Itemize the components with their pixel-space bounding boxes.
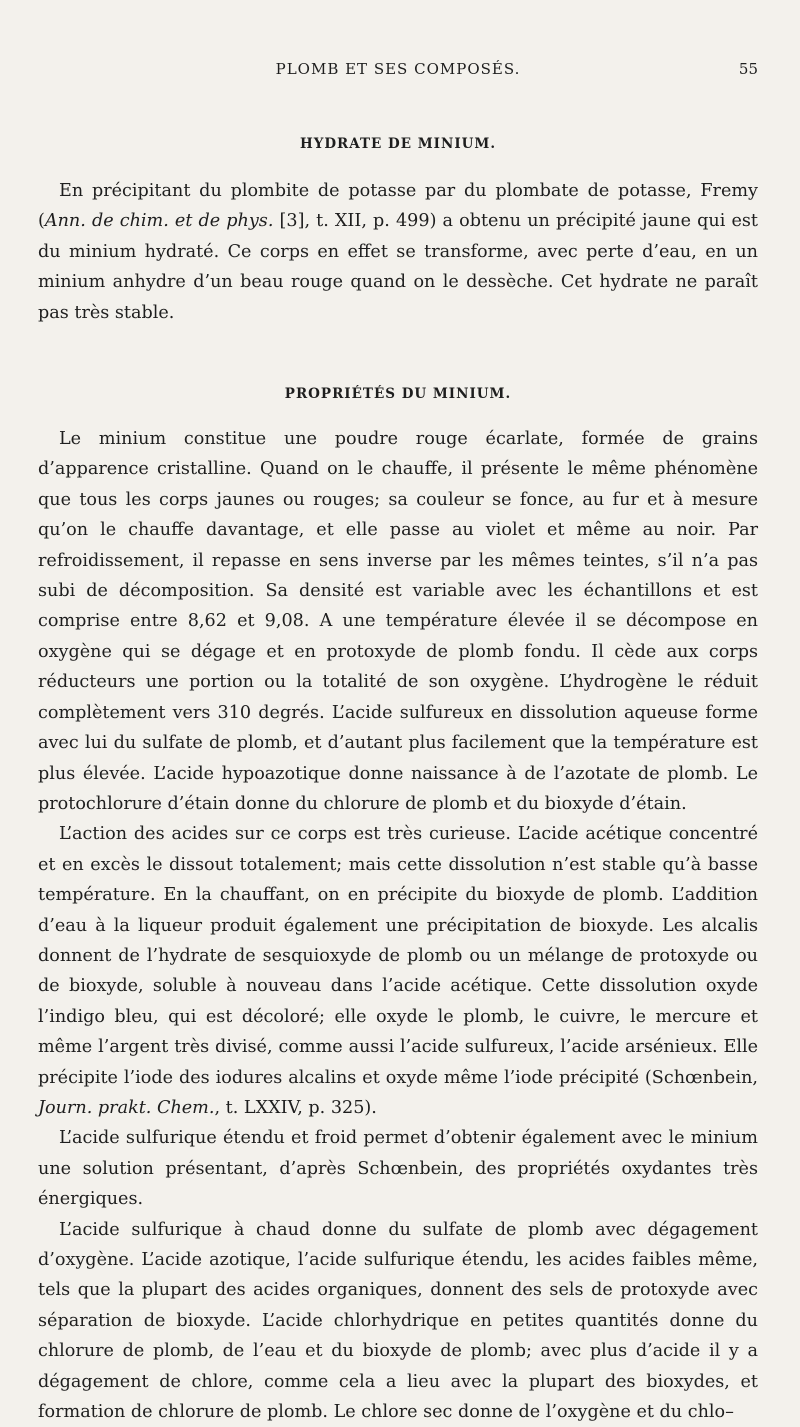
paragraph-properties-4: L’acide sulfurique à chaud donne du sulfate de plomb avec dégagement d’oxygène. L’acide azotique, l’acide sulfurique étendu, les acides faibles même, tels que la plupart des acides organiques, donnent des sels de protoxyde avec séparation de bioxyde. L’acide chlorhydrique en petites quantités donne du chlorure de plomb, de l’eau et du bioxyde de plomb; avec plus d’acide il y a dégagement de chlore, comme cela a lieu avec la plupart des bioxydes, et formation de chlorure de plomb. Le chlore sec donne de l’oxygène et du chlo–	[38, 1219, 758, 1423]
paragraph-text: En précipitant du plombite de potasse par du plombate de potasse, Fremy (	[38, 181, 758, 232]
journal-citation: Journ. prakt. Chem.	[38, 1097, 215, 1118]
section-heading-properties: PROPRIÉTÉS DU MINIUM.	[284, 386, 512, 403]
paragraph-text: L’action des acides sur ce corps est très curieuse. L’acide acétique concentré et en excès le dissout totalement; mais cette dissolution n’est stable qu’à basse température. En la chauffant, on en précipite du bioxyde de plomb. L’addition d’eau à la liqueur produit également une précipitation de bioxyde. Les alcalis donnent de l’hydrate de sesquioxyde de plomb ou un mélange de protoxyde ou de bioxyde, soluble à nouveau dans l’acide acétique. Cette dissolution oxyde l’indigo bleu, qui est décoloré; elle oxyde le plomb, le cuivre, le mercure et même l’argent très divisé, comme aussi l’acide sulfureux, l’acide arsénieux. Elle précipite l’iode des iodures alcalins et oxyde même l’iode précipité (Schœnbein,	[38, 824, 758, 1088]
paragraph-text: , t. LXXIV, p. 325).	[214, 1097, 377, 1118]
section-heading-hydrate: HYDRATE DE MINIUM.	[299, 136, 497, 152]
paragraph-properties-2	[38, 819, 758, 1123]
paragraph-hydrate	[38, 176, 758, 328]
paragraph-text: [3], t. XII, p. 499) a obtenu un précipité jaune qui est du minium hydraté. Ce corps en effet se transforme, avec perte d’eau, en un minium anhydre d’un beau rouge quand on le dessèche. Cet hydrate ne paraît pas très stable.	[38, 211, 758, 323]
journal-citation: Ann. de chim. et de phys.	[44, 211, 274, 232]
page-number: 55	[738, 60, 758, 78]
paragraph-properties-1: Le minium constitue une poudre rouge écarlate, formée de grains d’apparence cristalline. Quand on le chauffe, il présente le même phénomène que tous les corps jaunes ou rouges; sa couleur se fonce, au fur et à mesure qu’on le chauffe davantage, et elle passe au violet et même au noir. Par refroidissement, il repasse en sens inverse par les mêmes teintes, s’il n’a pas subi de décomposition. Sa densité est variable avec les échantillons et est comprise entre 8,62 et 9,08. A une température élevée il se décompose en oxygène qui se dégage et en protoxyde de plomb fondu. Il cède aux corps réducteurs une portion ou la totalité de son oxygène. L’hydrogène le réduit complètement vers 310 degrés. L’acide sulfureux en dissolution aqueuse forme avec lui du sulfate de plomb, et d’autant plus facilement que la température est plus élevée. L’acide hypoazotique donne naissance à de l’azotate de plomb. Le protochlorure d’étain donne du chlorure de plomb et du bioxyde d’étain.	[38, 429, 758, 814]
paragraph-properties-3: L’acide sulfurique étendu et froid permet d’obtenir également avec le minium une solution présentant, d’après Schœnbein, des propriétés oxydantes très énergiques.	[38, 1128, 758, 1210]
running-header	[38, 54, 758, 82]
running-title: PLOMB ET SES COMPOSÉS.	[275, 60, 521, 78]
